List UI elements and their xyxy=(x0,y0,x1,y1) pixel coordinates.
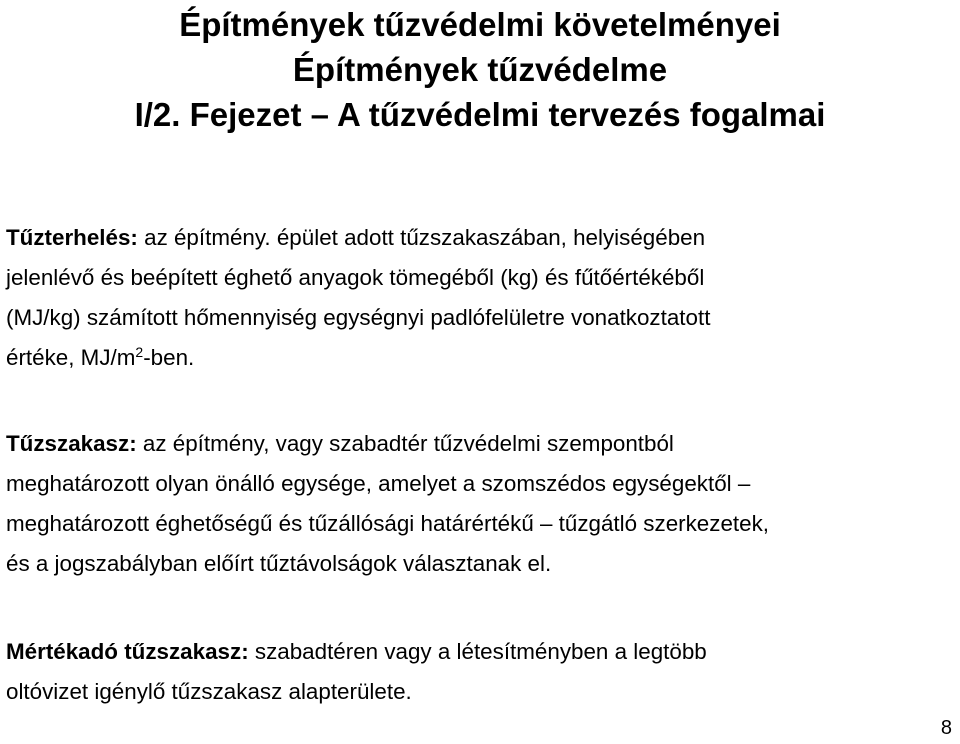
definition-term: Mértékadó tűzszakasz: xyxy=(6,639,249,664)
unit-superscript: 2 xyxy=(135,344,144,360)
title-line-2: Építmények tűzvédelme xyxy=(292,51,668,88)
definition-text: az építmény. épület adott tűzszakaszában, helyiségében xyxy=(137,225,706,250)
definition-mertekado-tuzszakasz xyxy=(6,632,956,712)
definition-line: meghatározott olyan önálló egysége, amelyet a szomszédos egységektől – xyxy=(6,471,751,496)
definition-text: -ben. xyxy=(143,345,195,370)
definition-line xyxy=(6,338,956,378)
definition-text: értéke, MJ/m xyxy=(6,345,136,370)
definition-tuzszakasz xyxy=(6,424,956,584)
definition-line xyxy=(6,218,956,258)
definition-text: az építmény, vagy szabadtér tűzvédelmi szempontból xyxy=(136,431,674,456)
title-line-1: Építmények tűzvédelmi követelményei xyxy=(179,6,781,43)
definition-text: szabadtéren vagy a létesítményben a legtöbb xyxy=(248,639,707,664)
title-line-3: I/2. Fejezet – A tűzvédelmi tervezés fogalmai xyxy=(134,96,826,133)
definition-line: jelenlévő és beépített éghető anyagok tömegéből (kg) és fűtőértékéből xyxy=(6,265,705,290)
definition-tuzterheles xyxy=(6,218,956,378)
definition-line: (MJ/kg) számított hőmennyiség egységnyi padlófelületre vonatkoztatott xyxy=(6,305,711,330)
definition-line xyxy=(6,632,956,672)
definition-line: oltóvizet igénylő tűzszakasz alapterülete. xyxy=(6,679,412,704)
page-number: 8 xyxy=(940,717,952,739)
definition-line: meghatározott éghetőségű és tűzállósági határértékű – tűzgátló szerkezetek, xyxy=(6,511,769,536)
definition-term: Tűzterhelés: xyxy=(6,225,138,250)
definition-term: Tűzszakasz: xyxy=(6,431,137,456)
slide-title xyxy=(0,2,960,137)
definition-line: és a jogszabályban előírt tűztávolságok választanak el. xyxy=(6,551,552,576)
definition-line xyxy=(6,424,956,464)
